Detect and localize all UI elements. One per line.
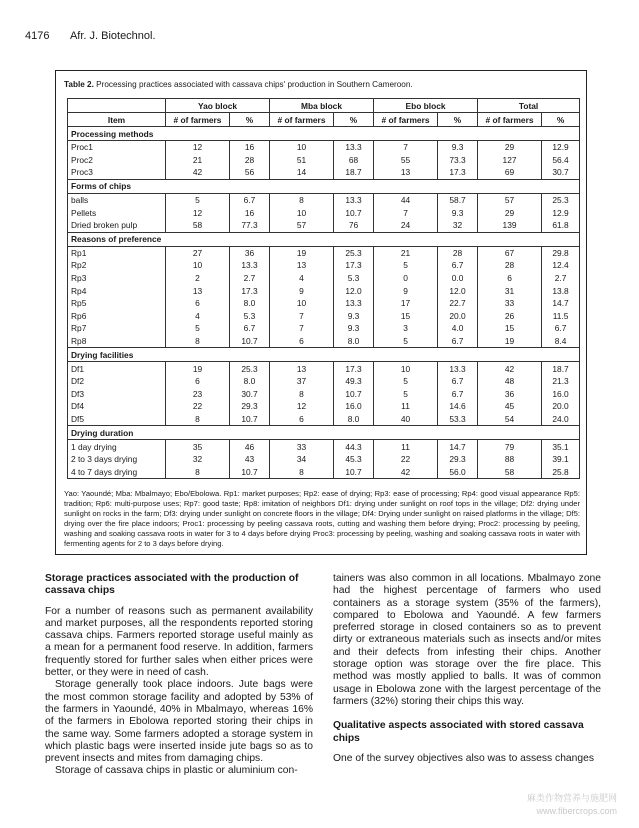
table-cell: 23 (166, 388, 230, 401)
table-cell: 14 (270, 166, 334, 179)
table-cell: 35.1 (542, 440, 580, 453)
table-cell: 8 (166, 465, 230, 478)
table-cell: 46 (230, 440, 270, 453)
table-cell: 48 (478, 375, 542, 388)
table-cell: 2.7 (230, 272, 270, 285)
table-cell: 22.7 (438, 297, 478, 310)
table-row (68, 453, 580, 466)
table-cell: 36 (230, 246, 270, 259)
table-cell: 12 (166, 206, 230, 219)
table-cell: 6 (166, 375, 230, 388)
row-label: Df2 (68, 375, 166, 388)
group-header-mba: Mba block (270, 99, 374, 113)
row-label: Pellets (68, 206, 166, 219)
row-label: Rp3 (68, 272, 166, 285)
table-cell: 29.3 (438, 453, 478, 466)
left-column (45, 573, 313, 778)
paragraph: tainers was also common in all locations. Mbalmayo zone had the highest percentage of farmers who used containers as a storage system (35% of the farmers), compared to Ebolowa and Yaoundé. A few farmers preferred storage in closed containers so as to prevent dirty or extraneous materials such as insects and/or mites and their defects from infesting their chips. Another storage option was storage over the fire place. This method was mostly applied to balls. It was of common usage in Ebolowa zone with the largest percentage of the farmers (32%) storing their chips this way. (333, 573, 601, 707)
table-cell: 11 (374, 400, 438, 413)
table-cell: 15 (478, 322, 542, 335)
table-cell: 8.4 (542, 335, 580, 348)
table-cell: 45.3 (334, 453, 374, 466)
table-cell: 55 (374, 154, 438, 167)
table-cell: 10 (374, 362, 438, 375)
table-cell: 51 (270, 154, 334, 167)
table-cell: 12 (166, 141, 230, 154)
table-cell: 24 (374, 219, 438, 232)
sub-header-farmers: # of farmers (478, 113, 542, 127)
row-label: Dried broken pulp (68, 219, 166, 232)
table-cell: 10 (270, 141, 334, 154)
table-row (68, 219, 580, 232)
table-cell: 76 (334, 219, 374, 232)
table-cell: 44.3 (334, 440, 374, 453)
table-row (68, 400, 580, 413)
table-cell: 11.5 (542, 310, 580, 323)
table-cell: 4 (270, 272, 334, 285)
table-cell: 7 (374, 141, 438, 154)
table-cell: 139 (478, 219, 542, 232)
table-cell: 53.3 (438, 413, 478, 426)
paragraph: One of the survey objectives also was to assess changes (333, 752, 594, 764)
table-row (68, 154, 580, 167)
table-cell: 56.0 (438, 465, 478, 478)
table-cell: 6 (478, 272, 542, 285)
table-cell: 14.7 (438, 440, 478, 453)
table-cell: 28 (478, 259, 542, 272)
page-header (25, 30, 174, 42)
table-caption-label: Table 2. (64, 80, 94, 89)
table-cell: 2.7 (542, 272, 580, 285)
table-cell: 49.3 (334, 375, 374, 388)
table-cell: 8.0 (230, 375, 270, 388)
row-label: Rp5 (68, 297, 166, 310)
table-cell: 77.3 (230, 219, 270, 232)
table-row (68, 193, 580, 206)
page-number: 4176 (25, 30, 50, 42)
section-title: Drying facilities (68, 348, 580, 362)
row-label: Df4 (68, 400, 166, 413)
table-cell: 79 (478, 440, 542, 453)
table-cell: 67 (478, 246, 542, 259)
table-cell: 18.7 (334, 166, 374, 179)
row-label: Rp6 (68, 310, 166, 323)
section-title: Processing methods (68, 127, 580, 141)
table-cell: 10 (270, 297, 334, 310)
table-cell: 13.3 (334, 141, 374, 154)
table-cell: 11 (374, 440, 438, 453)
table-row (68, 141, 580, 154)
table-caption (64, 80, 413, 89)
table-caption-text: Processing practices associated with cassava chips' production in Southern Cameroon. (93, 80, 413, 89)
table-cell: 6.7 (438, 375, 478, 388)
table-cell: 8 (270, 193, 334, 206)
table-row (68, 362, 580, 375)
table-cell: 20.0 (438, 310, 478, 323)
table-cell: 37 (270, 375, 334, 388)
table-cell: 12.0 (438, 284, 478, 297)
table-cell: 17.3 (334, 259, 374, 272)
table-cell: 28 (438, 246, 478, 259)
table-cell: 27 (166, 246, 230, 259)
table-row (68, 440, 580, 453)
table-cell: 9 (374, 284, 438, 297)
table-cell: 42 (166, 166, 230, 179)
table-cell: 13.8 (542, 284, 580, 297)
row-label: 1 day drying (68, 440, 166, 453)
table-cell: 9.3 (334, 310, 374, 323)
row-label: Proc3 (68, 166, 166, 179)
table-cell: 73.3 (438, 154, 478, 167)
table-cell: 17.3 (230, 284, 270, 297)
table-cell: 26 (478, 310, 542, 323)
table-cell: 4 (166, 310, 230, 323)
table-cell: 8.0 (334, 413, 374, 426)
table-cell: 6.7 (230, 193, 270, 206)
table-cell: 8 (270, 465, 334, 478)
table-row (68, 310, 580, 323)
table-cell: 34 (270, 453, 334, 466)
table-cell: 19 (478, 335, 542, 348)
table-cell: 19 (166, 362, 230, 375)
table-cell: 18.7 (542, 362, 580, 375)
section-title: Reasons of preference (68, 232, 580, 246)
table-cell: 127 (478, 154, 542, 167)
table-cell: 12.0 (334, 284, 374, 297)
table-cell: 10.7 (334, 206, 374, 219)
table-cell: 6.7 (542, 322, 580, 335)
table-row (68, 322, 580, 335)
table-cell: 13.3 (334, 297, 374, 310)
row-label: Df3 (68, 388, 166, 401)
table-cell: 9.3 (438, 206, 478, 219)
table-row (68, 272, 580, 285)
table-row (68, 375, 580, 388)
table-cell: 58 (166, 219, 230, 232)
table-cell: 2 (166, 272, 230, 285)
sub-header-percent: % (334, 113, 374, 127)
row-label: Df5 (68, 413, 166, 426)
table-cell: 6 (270, 335, 334, 348)
table-row (68, 206, 580, 219)
table-cell: 13.3 (334, 193, 374, 206)
table-cell: 44 (374, 193, 438, 206)
table-cell: 0.0 (438, 272, 478, 285)
row-label: Rp2 (68, 259, 166, 272)
table-cell: 45 (478, 400, 542, 413)
table-cell: 25.3 (334, 246, 374, 259)
table-cell: 12.9 (542, 141, 580, 154)
group-header-ebo: Ebo block (374, 99, 478, 113)
sub-header-percent: % (230, 113, 270, 127)
table-cell: 24.0 (542, 413, 580, 426)
table-row (68, 413, 580, 426)
row-label: Rp7 (68, 322, 166, 335)
table-cell: 8.0 (334, 335, 374, 348)
table-cell: 25.3 (230, 362, 270, 375)
table-cell: 5.3 (230, 310, 270, 323)
row-label: Rp4 (68, 284, 166, 297)
watermark-line-2: www.fibercrops.com (536, 806, 617, 816)
table-row (68, 259, 580, 272)
table-cell: 56.4 (542, 154, 580, 167)
table-cell: 29 (478, 141, 542, 154)
table-row (68, 166, 580, 179)
table-cell: 31 (478, 284, 542, 297)
table-cell: 17 (374, 297, 438, 310)
row-label: balls (68, 193, 166, 206)
table-cell: 40 (374, 413, 438, 426)
table-cell: 0 (374, 272, 438, 285)
row-label: Proc2 (68, 154, 166, 167)
table-section-row (68, 232, 580, 246)
sub-header-percent: % (438, 113, 478, 127)
table-cell: 6.7 (438, 259, 478, 272)
row-label: Df1 (68, 362, 166, 375)
table-cell: 61.8 (542, 219, 580, 232)
table-cell: 8.0 (230, 297, 270, 310)
table-row (68, 465, 580, 478)
table-cell: 17.3 (334, 362, 374, 375)
table-cell: 21 (166, 154, 230, 167)
header-blank (68, 99, 166, 113)
table-cell: 6.7 (438, 335, 478, 348)
table-cell: 10.7 (334, 465, 374, 478)
table-cell: 43 (230, 453, 270, 466)
group-header-total: Total (478, 99, 580, 113)
table-cell: 30.7 (542, 166, 580, 179)
table-cell: 39.1 (542, 453, 580, 466)
paragraph: Storage of cassava chips in plastic or aluminium con- (55, 765, 298, 777)
sub-header-percent: % (542, 113, 580, 127)
right-column (333, 573, 601, 765)
table-cell: 21.3 (542, 375, 580, 388)
table-cell: 16 (230, 206, 270, 219)
table-row (68, 297, 580, 310)
row-label: Rp8 (68, 335, 166, 348)
table-cell: 10.7 (230, 413, 270, 426)
sub-header-farmers: # of farmers (374, 113, 438, 127)
table-cell: 5 (374, 335, 438, 348)
table-cell: 9.3 (334, 322, 374, 335)
table-cell: 42 (374, 465, 438, 478)
row-label: 4 to 7 days drying (68, 465, 166, 478)
table-cell: 29 (478, 206, 542, 219)
watermark (527, 792, 617, 818)
table-cell: 13 (270, 362, 334, 375)
table-section-row (68, 348, 580, 362)
row-label: 2 to 3 days drying (68, 453, 166, 466)
table-row (68, 388, 580, 401)
table-cell: 10 (270, 206, 334, 219)
paragraph: For a number of reasons such as permanent availability and market purposes, all the respondents reported storing cassava chips. Farmers reported storage useful mainly as a mean for a permanent food reserve. In addition, farmers frequently stored for further sales when either prices were better, or they were in need of cash. (45, 605, 313, 679)
sub-header-item: Item (68, 113, 166, 127)
table-cell: 3 (374, 322, 438, 335)
table-cell: 32 (166, 453, 230, 466)
table-cell: 16.0 (334, 400, 374, 413)
table-cell: 12.4 (542, 259, 580, 272)
table-cell: 25.3 (542, 193, 580, 206)
table-cell: 16 (230, 141, 270, 154)
table-cell: 13.3 (230, 259, 270, 272)
table-section-row (68, 127, 580, 141)
table-cell: 20.0 (542, 400, 580, 413)
table-cell: 8 (166, 335, 230, 348)
table-cell: 13 (374, 166, 438, 179)
row-label: Proc1 (68, 141, 166, 154)
table-cell: 69 (478, 166, 542, 179)
table-cell: 19 (270, 246, 334, 259)
table-cell: 29.8 (542, 246, 580, 259)
table-cell: 10.7 (230, 465, 270, 478)
table-row (68, 246, 580, 259)
table-section-row (68, 179, 580, 193)
table-cell: 54 (478, 413, 542, 426)
journal-name: Afr. J. Biotechnol. (69, 30, 156, 42)
table-cell: 8 (270, 388, 334, 401)
table-row (68, 335, 580, 348)
table-cell: 4.0 (438, 322, 478, 335)
table-cell: 6.7 (230, 322, 270, 335)
section-heading-storage: Storage practices associated with the production of cassava chips (45, 573, 299, 597)
table-cell: 57 (270, 219, 334, 232)
table-cell: 17.3 (438, 166, 478, 179)
table-cell: 14.7 (542, 297, 580, 310)
table-cell: 7 (374, 206, 438, 219)
table-row (68, 284, 580, 297)
section-title: Forms of chips (68, 179, 580, 193)
table-footnote: Yao: Yaoundé; Mba: Mbalmayo; Ebo/Ebolowa. Rp1: market purposes; Rp2: ease of drying; Rp3: ease of processing; Rp4: good visual appearance Rp5: tradition; Rp6: multi-purpose uses; Rp7: good taste; Rp8: imitation of neighbors Df1: drying under sunlight on roof tops in the village; Df2: drying under sunlight on rocks in the farm; Df3: drying under sunlight on concrete floors in the village; Df4: Drying under sunlight on raised platforms in the village; Df5: drying over the fire place indoors; Proc1: processing by peeling cassava roots, cutting and washing them before drying; Proc2: processing by peeling, washing and soaking cassava roots in water for 3 to 4 days before drying Proc3: processing by peeling, washing and soaking cassava roots in water with fermenting agents for 2 to 3 days before drying. (64, 489, 580, 548)
table-cell: 12 (270, 400, 334, 413)
section-title: Drying duration (68, 426, 580, 440)
section-heading-qualitative: Qualitative aspects associated with stored cassava chips (333, 720, 584, 744)
table-cell: 58.7 (438, 193, 478, 206)
processing-practices-table (67, 98, 580, 479)
table-cell: 22 (374, 453, 438, 466)
table-cell: 42 (478, 362, 542, 375)
table-cell: 33 (270, 440, 334, 453)
table-cell: 35 (166, 440, 230, 453)
table-cell: 28 (230, 154, 270, 167)
table-cell: 57 (478, 193, 542, 206)
paragraph: Storage generally took place indoors. Jute bags were the most common storage facility and adopted by 53% of the farmers in Yaoundé, 40% in Mbalmayo, whereas 16% of the farmers in Ebolowa reported storing their chips in the same way. Some farmers adopted a storage system in which plastic bags were inserted inside jute bags so as to prevent insects and mites from damaging chips. (45, 679, 313, 765)
table-cell: 9.3 (438, 141, 478, 154)
table-cell: 6 (270, 413, 334, 426)
table-cell: 7 (270, 310, 334, 323)
table-cell: 25.8 (542, 465, 580, 478)
table-cell: 10 (166, 259, 230, 272)
table-cell: 32 (438, 219, 478, 232)
table-cell: 33 (478, 297, 542, 310)
table-cell: 68 (334, 154, 374, 167)
table-cell: 13 (166, 284, 230, 297)
table-cell: 15 (374, 310, 438, 323)
table-cell: 7 (270, 322, 334, 335)
table-cell: 14.6 (438, 400, 478, 413)
table-cell: 56 (230, 166, 270, 179)
table-cell: 10.7 (334, 388, 374, 401)
table-cell: 88 (478, 453, 542, 466)
table-cell: 5.3 (334, 272, 374, 285)
table-cell: 8 (166, 413, 230, 426)
table-cell: 5 (166, 322, 230, 335)
table-cell: 22 (166, 400, 230, 413)
row-label: Rp1 (68, 246, 166, 259)
table-cell: 21 (374, 246, 438, 259)
table-group-header-row (68, 99, 580, 113)
table-section-row (68, 426, 580, 440)
table-cell: 5 (374, 259, 438, 272)
table-cell: 13 (270, 259, 334, 272)
table-cell: 5 (374, 375, 438, 388)
group-header-yao: Yao block (166, 99, 270, 113)
table-cell: 6 (166, 297, 230, 310)
table-cell: 16.0 (542, 388, 580, 401)
table-cell: 6.7 (438, 388, 478, 401)
table-cell: 30.7 (230, 388, 270, 401)
table-cell: 5 (166, 193, 230, 206)
table-cell: 29.3 (230, 400, 270, 413)
sub-header-farmers: # of farmers (270, 113, 334, 127)
table-cell: 13.3 (438, 362, 478, 375)
table-sub-header-row (68, 113, 580, 127)
table-cell: 5 (374, 388, 438, 401)
table-cell: 58 (478, 465, 542, 478)
sub-header-farmers: # of farmers (166, 113, 230, 127)
table-cell: 9 (270, 284, 334, 297)
table-cell: 36 (478, 388, 542, 401)
table-cell: 10.7 (230, 335, 270, 348)
table-cell: 12.9 (542, 206, 580, 219)
watermark-line-1: 麻类作物营养与施肥网 (526, 793, 617, 803)
